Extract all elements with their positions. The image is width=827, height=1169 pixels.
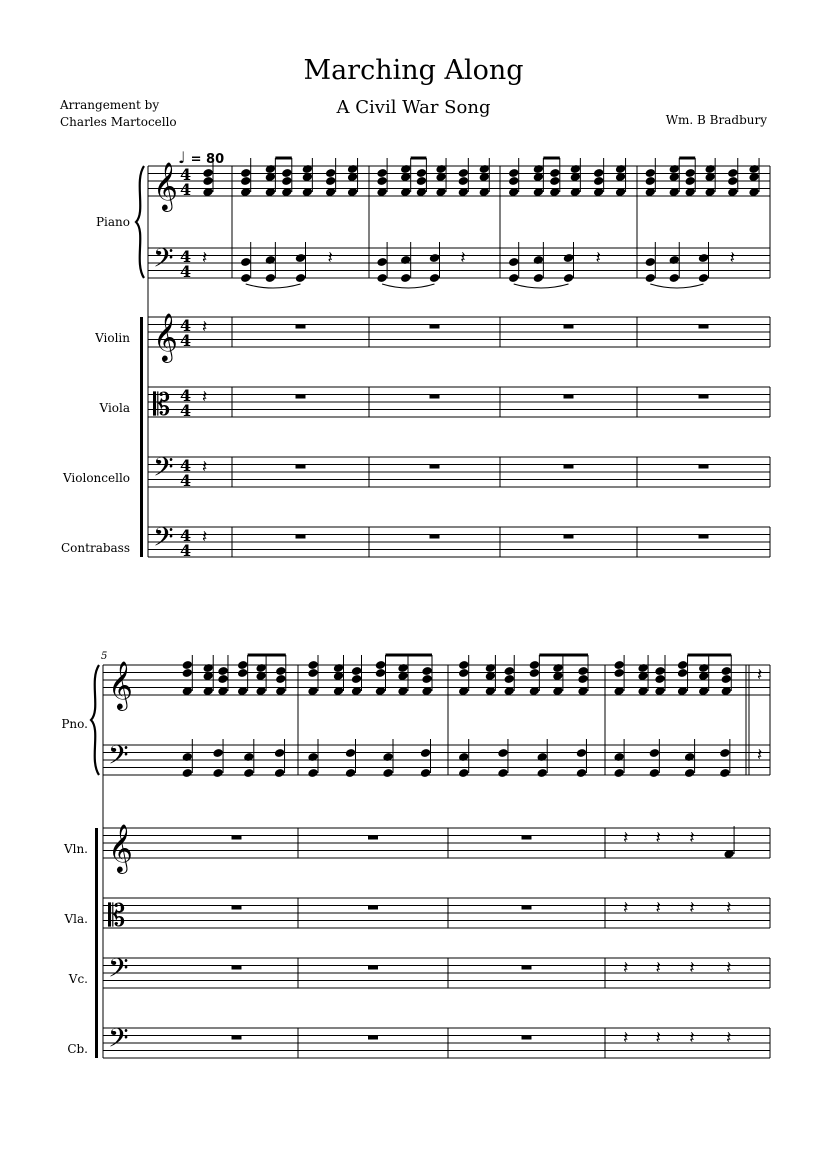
whole-rest <box>368 836 378 840</box>
whole-rest <box>522 1036 532 1040</box>
whole-rest <box>430 325 440 329</box>
notehead <box>563 274 573 283</box>
notehead <box>698 254 708 263</box>
arranger-line-1: Arrangement by <box>60 98 160 112</box>
time-signature-denominator: 4 <box>180 262 192 281</box>
whole-rest <box>430 395 440 399</box>
notehead <box>576 749 586 758</box>
string-bracket <box>95 828 98 1058</box>
notehead <box>218 667 228 676</box>
notehead <box>308 769 318 778</box>
notehead <box>655 675 665 684</box>
instrument-abbr-piano: Pno. <box>61 717 88 731</box>
time-signature-numerator: 4 <box>180 316 192 335</box>
notehead <box>345 749 355 758</box>
notehead <box>377 169 387 178</box>
notehead <box>509 274 519 283</box>
notehead <box>677 661 687 670</box>
whole-rest <box>232 836 242 840</box>
notehead <box>728 169 738 178</box>
instrument-name-violoncello: Violoncello <box>62 471 130 485</box>
notehead <box>351 675 361 684</box>
instrument-abbr-violoncello: Vc. <box>68 972 88 986</box>
notehead <box>282 169 292 178</box>
notehead <box>677 669 687 678</box>
notehead <box>533 274 543 283</box>
quarter-rest: 𝄽 <box>623 828 629 848</box>
notehead <box>614 769 624 778</box>
notehead <box>458 177 468 186</box>
tie <box>650 284 703 288</box>
arranger-line-2: Charles Martocello <box>60 115 177 129</box>
whole-rest <box>368 966 378 970</box>
notehead <box>244 769 254 778</box>
notehead <box>377 274 387 283</box>
time-signature-denominator: 4 <box>180 401 192 420</box>
notehead <box>241 177 251 186</box>
notehead <box>345 769 355 778</box>
notehead <box>685 169 695 178</box>
bass-clef: 𝄢 <box>108 1022 129 1060</box>
piano-bass-staff <box>103 745 770 775</box>
instrument-name-piano: Piano <box>95 215 130 229</box>
notehead <box>377 177 387 186</box>
quarter-rest: 𝄽 <box>689 1028 695 1048</box>
notehead <box>720 769 730 778</box>
quarter-rest: 𝄽 <box>689 898 695 918</box>
quarter-rest: 𝄽 <box>202 387 208 407</box>
time-signature-denominator: 4 <box>180 471 192 490</box>
notehead <box>203 177 213 186</box>
whole-rest <box>564 325 574 329</box>
whole-rest <box>430 465 440 469</box>
tie <box>382 284 434 288</box>
alto-clef: 𝄡 <box>153 387 171 423</box>
quarter-rest: 𝄽 <box>202 248 208 268</box>
notehead <box>238 669 248 678</box>
notehead <box>326 169 336 178</box>
notehead <box>375 661 385 670</box>
notehead <box>721 675 731 684</box>
notehead <box>614 661 624 670</box>
contrabass-staff <box>148 527 770 557</box>
treble-clef: 𝄞 <box>153 312 178 361</box>
bass-clef: 𝄢 <box>108 739 129 777</box>
instrument-name-violin: Violin <box>95 331 130 345</box>
violin-staff <box>103 828 770 858</box>
notehead <box>265 274 275 283</box>
quarter-rest: 𝄽 <box>757 745 763 765</box>
notehead <box>509 177 519 186</box>
notehead <box>645 258 655 267</box>
violin-staff <box>148 317 770 347</box>
quarter-rest: 𝄽 <box>689 828 695 848</box>
instrument-abbr-viola: Vla. <box>64 912 88 926</box>
time-signature-denominator: 4 <box>180 331 192 350</box>
alto-clef: 𝄡 <box>108 898 126 934</box>
notehead <box>459 661 469 670</box>
notehead <box>241 274 251 283</box>
time-signature-denominator: 4 <box>180 541 192 560</box>
notehead <box>420 749 430 758</box>
notehead <box>375 669 385 678</box>
notehead <box>459 769 469 778</box>
tie <box>514 284 569 288</box>
quarter-rest: 𝄽 <box>655 828 661 848</box>
bass-clef: 𝄢 <box>153 521 174 559</box>
notehead <box>416 177 426 186</box>
notehead <box>509 258 519 267</box>
treble-clef: 𝄞 <box>108 660 133 709</box>
whole-rest <box>368 906 378 910</box>
notehead <box>274 749 284 758</box>
piano-treble-staff <box>103 665 770 695</box>
notehead <box>326 177 336 186</box>
whole-rest <box>564 395 574 399</box>
time-signature-numerator: 4 <box>180 386 192 405</box>
notehead <box>351 667 361 676</box>
whole-rest <box>522 836 532 840</box>
time-signature-numerator: 4 <box>180 247 192 266</box>
notehead <box>422 675 432 684</box>
quarter-rest: 𝄽 <box>689 958 695 978</box>
instrument-name-viola: Viola <box>99 401 130 415</box>
time-signature-numerator: 4 <box>180 526 192 545</box>
bass-clef: 𝄢 <box>153 451 174 489</box>
notehead <box>213 769 223 778</box>
quarter-rest: 𝄽 <box>623 958 629 978</box>
time-signature-denominator: 4 <box>180 180 192 199</box>
whole-rest <box>296 535 306 539</box>
whole-rest <box>232 906 242 910</box>
notehead <box>241 169 251 178</box>
notehead <box>550 177 560 186</box>
notehead <box>429 254 439 263</box>
notehead <box>416 169 426 178</box>
piano-brace <box>91 665 99 775</box>
notehead <box>429 274 439 283</box>
notehead <box>537 769 547 778</box>
notehead <box>655 667 665 676</box>
notehead <box>218 675 228 684</box>
treble-clef: 𝄞 <box>153 161 178 210</box>
whole-rest <box>368 1036 378 1040</box>
notehead <box>241 258 251 267</box>
whole-rest <box>430 535 440 539</box>
quarter-rest: 𝄽 <box>623 1028 629 1048</box>
treble-clef: 𝄞 <box>108 823 133 872</box>
viola-staff <box>148 387 770 417</box>
notehead <box>720 749 730 758</box>
quarter-rest: 𝄽 <box>623 898 629 918</box>
whole-rest <box>296 325 306 329</box>
notehead <box>563 254 573 263</box>
notehead <box>498 769 508 778</box>
quarter-rest: 𝄽 <box>327 248 333 268</box>
notehead <box>684 769 694 778</box>
notehead <box>504 667 514 676</box>
notehead <box>550 169 560 178</box>
tie <box>246 284 301 288</box>
quarter-rest: 𝄽 <box>595 248 601 268</box>
notehead <box>383 769 393 778</box>
notehead <box>645 177 655 186</box>
notehead <box>308 669 318 678</box>
notehead <box>458 169 468 178</box>
notehead <box>594 169 604 178</box>
notehead <box>594 177 604 186</box>
notehead <box>282 177 292 186</box>
composer-credit: Wm. B Bradbury <box>665 113 767 127</box>
quarter-note-icon: ♩ <box>178 148 186 167</box>
notehead <box>529 669 539 678</box>
notehead <box>578 667 588 676</box>
whole-rest <box>522 966 532 970</box>
whole-rest <box>699 465 709 469</box>
notehead <box>698 274 708 283</box>
notehead <box>728 177 738 186</box>
notehead <box>377 258 387 267</box>
notehead <box>274 769 284 778</box>
time-signature-numerator: 4 <box>180 456 192 475</box>
score-title: Marching Along <box>303 55 524 86</box>
notehead <box>182 661 192 670</box>
notehead <box>295 254 305 263</box>
whole-rest <box>522 906 532 910</box>
notehead <box>529 661 539 670</box>
notehead <box>645 169 655 178</box>
notehead <box>203 169 213 178</box>
instrument-abbr-contrabass: Cb. <box>67 1042 88 1056</box>
string-bracket <box>140 317 143 557</box>
notehead <box>238 661 248 670</box>
quarter-rest: 𝄽 <box>202 527 208 547</box>
notehead <box>576 769 586 778</box>
whole-rest <box>232 966 242 970</box>
notehead <box>504 675 514 684</box>
whole-rest <box>296 465 306 469</box>
whole-rest <box>699 535 709 539</box>
quarter-rest: 𝄽 <box>655 1028 661 1048</box>
instrument-abbr-violin: Vln. <box>63 842 88 856</box>
notehead <box>213 749 223 758</box>
quarter-rest: 𝄽 <box>757 665 763 685</box>
whole-rest <box>564 535 574 539</box>
quarter-rest: 𝄽 <box>726 898 732 918</box>
notehead <box>420 769 430 778</box>
notehead <box>459 669 469 678</box>
piano-brace <box>136 166 144 278</box>
violoncello-staff <box>103 958 770 988</box>
notehead <box>276 675 286 684</box>
notehead <box>669 274 679 283</box>
notehead <box>649 749 659 758</box>
notehead <box>401 274 411 283</box>
quarter-rest: 𝄽 <box>726 958 732 978</box>
violoncello-staff <box>148 457 770 487</box>
whole-rest <box>296 395 306 399</box>
bass-clef: 𝄢 <box>153 242 174 280</box>
notehead <box>276 667 286 676</box>
whole-rest <box>699 395 709 399</box>
notehead <box>645 274 655 283</box>
quarter-rest: 𝄽 <box>202 317 208 337</box>
time-signature-numerator: 4 <box>180 165 192 184</box>
notehead <box>308 661 318 670</box>
quarter-rest: 𝄽 <box>655 958 661 978</box>
quarter-rest: 𝄽 <box>202 457 208 477</box>
notehead <box>422 667 432 676</box>
notehead <box>685 177 695 186</box>
score-subtitle: A Civil War Song <box>336 97 491 118</box>
quarter-rest: 𝄽 <box>726 1028 732 1048</box>
measure-number: 5 <box>101 651 108 662</box>
tempo-value: = 80 <box>190 152 225 167</box>
whole-rest <box>564 465 574 469</box>
notehead <box>578 675 588 684</box>
notehead <box>182 769 192 778</box>
instrument-name-contrabass: Contrabass <box>61 541 130 555</box>
notehead <box>649 769 659 778</box>
notehead <box>509 169 519 178</box>
viola-staff <box>103 898 770 928</box>
quarter-rest: 𝄽 <box>655 898 661 918</box>
whole-rest <box>232 1036 242 1040</box>
notehead <box>721 667 731 676</box>
quarter-rest: 𝄽 <box>729 248 735 268</box>
notehead <box>498 749 508 758</box>
contrabass-staff <box>103 1028 770 1058</box>
notehead <box>182 669 192 678</box>
whole-rest <box>699 325 709 329</box>
notehead <box>295 274 305 283</box>
bass-clef: 𝄢 <box>108 952 129 990</box>
notehead <box>614 669 624 678</box>
quarter-rest: 𝄽 <box>460 248 466 268</box>
